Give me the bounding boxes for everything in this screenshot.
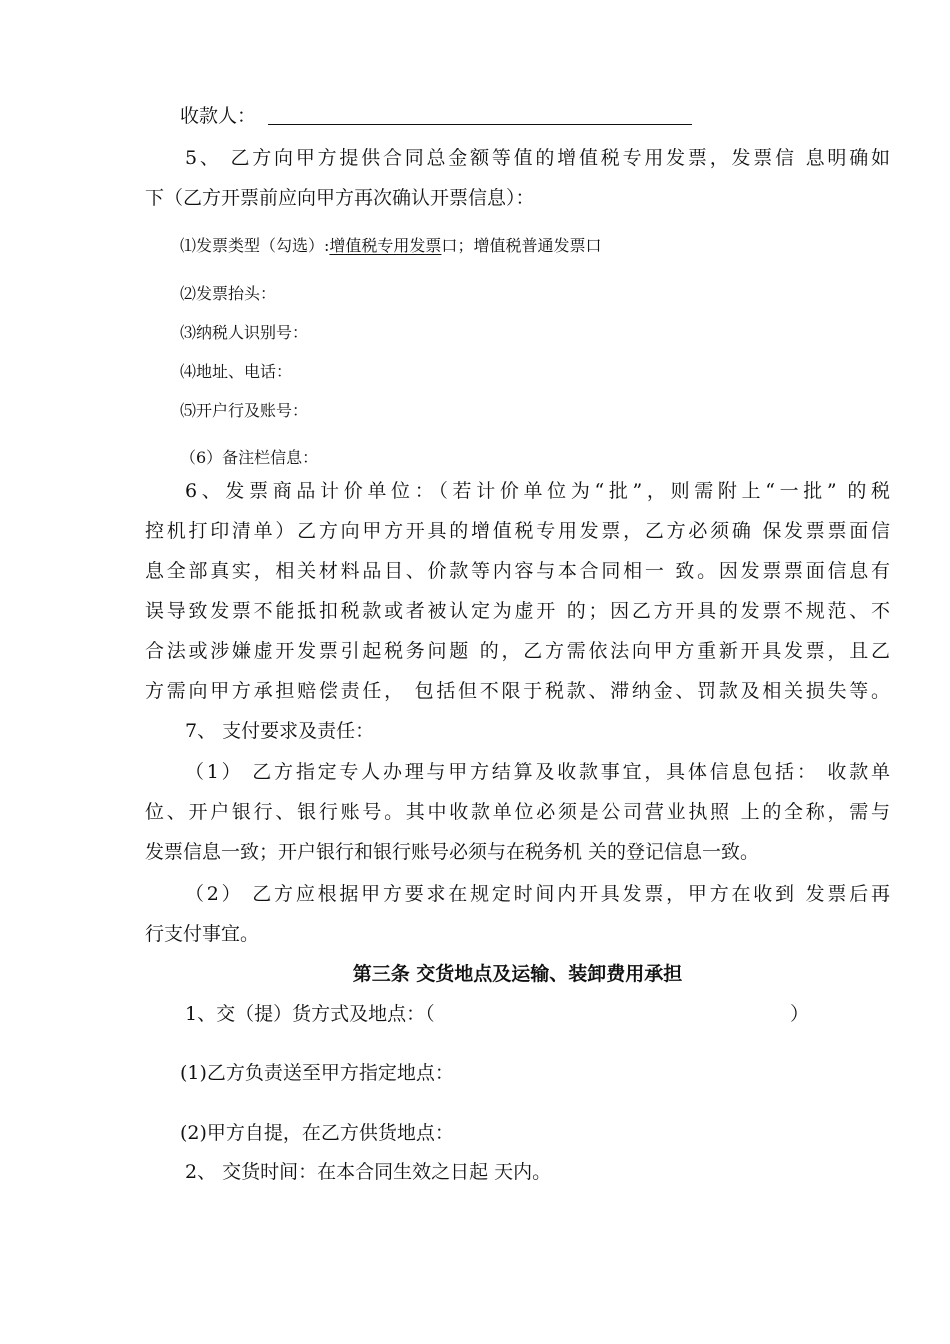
bank-account-field: ⑸开户行及账号： — [180, 401, 309, 420]
vat-special-invoice-option[interactable]: 增值税专用发票 — [329, 236, 442, 255]
item6-line: 误导致发票不能抵扣税款或者被认定为虚开 的；因乙方开具的发票不规范、不 — [145, 600, 890, 622]
item7-sub2-line: 行支付事宜。 — [145, 923, 260, 945]
delivery-method-close-paren: ） — [790, 1003, 810, 1025]
article3-heading: 第三条 交货地点及运输、装卸费用承担 — [352, 963, 683, 985]
item6-line: 合法或涉嫌虚开发票引起税务问题 的，乙方需依法向甲方重新开具发票，且乙 — [145, 640, 890, 662]
delivery-method-label: 1、交（提）货方式及地点：（ — [185, 1003, 435, 1025]
item7-title: 7、 支付要求及责任： — [185, 720, 375, 742]
item5-line2: 下（乙方开票前应向甲方再次确认开票信息）： — [145, 187, 535, 209]
item5-line1: 5、 乙方向甲方提供合同总金额等值的增值税专用发票，发票信 息明确如 — [185, 147, 890, 169]
item6-line: 方需向甲方承担赔偿责任， 包括但不限于税款、滞纳金、罚款及相关损失等。 — [145, 680, 890, 702]
delivery-option2: (2)甲方自提，在乙方供货地点： — [180, 1122, 454, 1144]
item7-sub2-line: （2） 乙方应根据甲方要求在规定时间内开具发票，甲方在收到 发票后再 — [185, 883, 890, 905]
delivery-option1: (1)乙方负责送至甲方指定地点： — [180, 1062, 454, 1084]
vat-general-invoice-option[interactable]: ；增值税普通发票口 — [457, 236, 602, 255]
payee-label: 收款人： — [180, 105, 257, 127]
payee-blank-underline — [268, 124, 692, 125]
item6-line: 控机打印清单）乙方向甲方开具的增值税专用发票，乙方必须确 保发票票面信 — [145, 520, 890, 542]
item7-sub1-line: 位、开户银行、银行账号。其中收款单位必须是公司营业执照 上的全称，需与 — [145, 801, 890, 823]
item6-line: 息全部真实，相关材料品目、价款等内容与本合同相一 致。因发票票面信息有 — [145, 560, 890, 582]
item6-line: 6、发票商品计价单位：（若计价单位为“批”，则需附上“一批” 的税 — [185, 480, 890, 502]
remarks-field: （6）备注栏信息： — [180, 448, 319, 467]
item7-sub1-line: 发票信息一致；开户银行和银行账号必须与在税务机 关的登记信息一致。 — [145, 841, 760, 863]
taxpayer-id-field: ⑶纳税人识别号： — [180, 323, 309, 342]
vat-special-checkbox[interactable]: 口 — [441, 236, 458, 255]
delivery-time: 2、 交货时间：在本合同生效之日起 天内。 — [185, 1161, 552, 1183]
address-phone-field: ⑷地址、电话： — [180, 362, 293, 381]
item7-sub1-line: （1） 乙方指定专人办理与甲方结算及收款事宜，具体信息包括： 收款单 — [185, 761, 890, 783]
invoice-type-field — [180, 234, 925, 258]
invoice-type-label: ⑴发票类型（勾选）: — [180, 236, 330, 255]
invoice-header-field: ⑵发票抬头： — [180, 284, 277, 303]
